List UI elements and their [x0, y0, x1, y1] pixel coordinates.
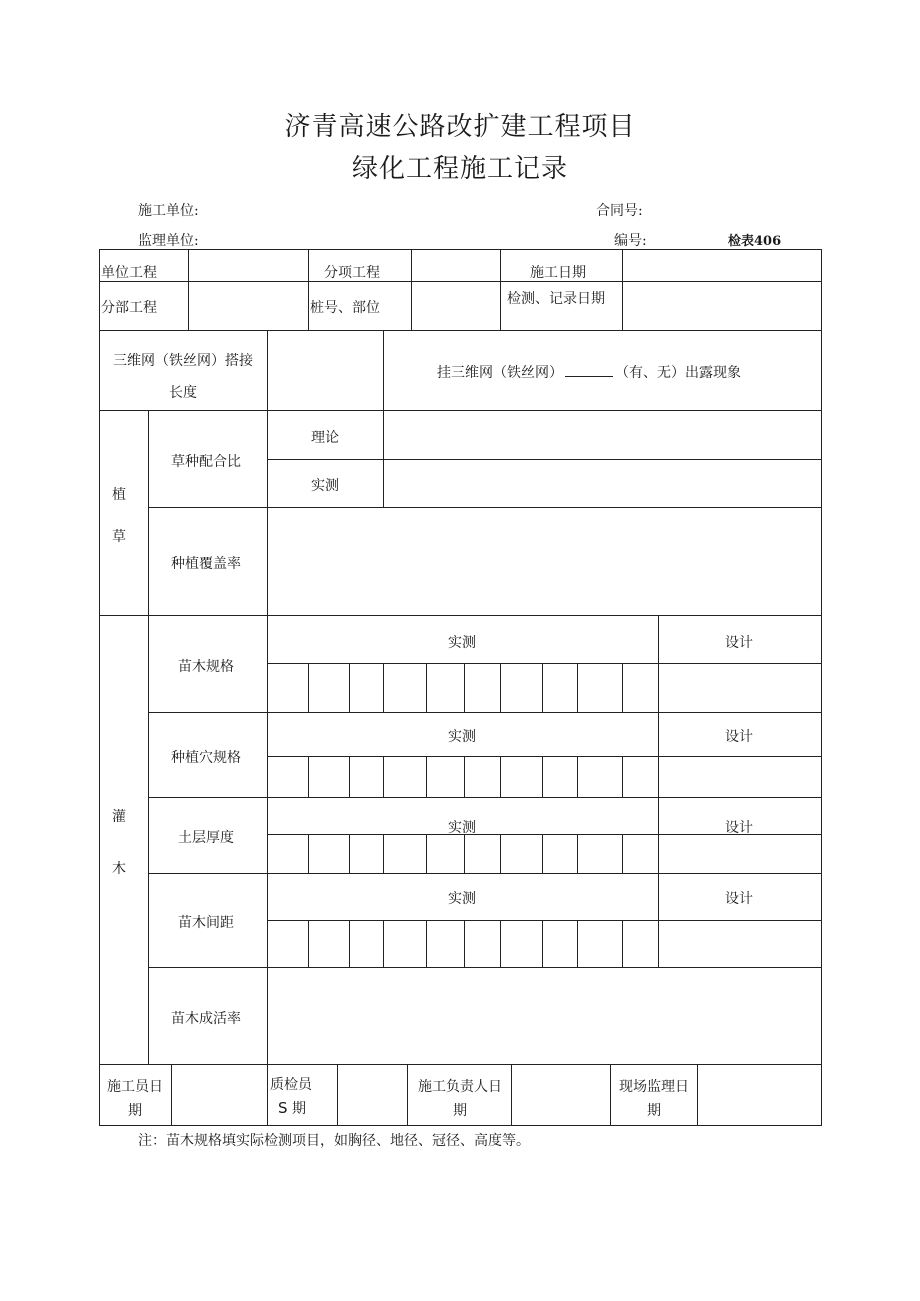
- cell-divider: [349, 756, 350, 798]
- cell-divider: [464, 663, 465, 713]
- col-line: [171, 1064, 172, 1126]
- cell-divider: [426, 920, 427, 968]
- row-line: [99, 410, 821, 411]
- inspector-period: 期: [291, 1101, 306, 1117]
- shrub-group-char1: 灌: [112, 809, 126, 825]
- exposure-blank: [565, 364, 613, 377]
- cell-divider: [383, 920, 384, 968]
- row-line: [267, 920, 821, 921]
- col-line: [500, 249, 501, 331]
- col-line: [267, 330, 268, 411]
- coverage-label: 种植覆盖率: [171, 556, 241, 572]
- col-line: [337, 1064, 338, 1126]
- row-line: [99, 615, 821, 616]
- cell-divider: [500, 663, 501, 713]
- col-line: [407, 1064, 408, 1126]
- cell-divider: [542, 663, 543, 713]
- shrub-group-char2: 木: [112, 861, 126, 877]
- row-line: [267, 756, 821, 757]
- cell-divider: [426, 834, 427, 874]
- manager-label-line1: 施工负责人日: [418, 1079, 502, 1095]
- col-line: [188, 249, 189, 331]
- seedling-spec-design: 设计: [725, 635, 753, 651]
- table-left-border: [99, 249, 100, 1126]
- inspection-date-label: 检测、记录日期: [507, 291, 605, 307]
- unit-project-label: 单位工程: [101, 265, 157, 281]
- col-line: [697, 1064, 698, 1126]
- table-top-border: [99, 249, 821, 250]
- cell-divider: [349, 663, 350, 713]
- inspector-label-line1: 质检员: [270, 1077, 312, 1093]
- soil-thickness-measured: 实测: [448, 820, 476, 836]
- survival-rate-label: 苗木成活率: [171, 1011, 241, 1027]
- cell-divider: [308, 756, 309, 798]
- supervisor-label-line2: 期: [647, 1103, 661, 1119]
- cell-divider: [577, 663, 578, 713]
- sub-item-project-label: 分项工程: [324, 265, 380, 281]
- row-line: [148, 873, 821, 874]
- mesh-exposure-prefix: 挂三维网（铁丝网）: [437, 365, 563, 381]
- table-right-border: [821, 249, 822, 1126]
- cell-divider: [577, 756, 578, 798]
- inspector-s-glyph: S: [278, 1099, 288, 1117]
- hole-spec-label: 种植穴规格: [171, 750, 241, 766]
- row-line: [267, 459, 821, 460]
- station-location-label: 桩号、部位: [310, 300, 380, 316]
- hole-spec-measured: 实测: [448, 729, 476, 745]
- col-line: [383, 410, 384, 508]
- soil-thickness-design: 设计: [725, 820, 753, 836]
- seedling-spacing-design: 设计: [725, 891, 753, 907]
- col-line: [622, 249, 623, 331]
- cell-divider: [500, 834, 501, 874]
- form-code: 检表406: [728, 234, 782, 249]
- cell-divider: [349, 920, 350, 968]
- cell-divider: [464, 920, 465, 968]
- page-subtitle: 绿化工程施工记录: [351, 154, 568, 184]
- row-line: [99, 330, 821, 331]
- col-line: [658, 615, 659, 713]
- cell-divider: [542, 834, 543, 874]
- row-line: [99, 1064, 821, 1065]
- seedling-spacing-measured: 实测: [448, 891, 476, 907]
- col-line: [658, 873, 659, 968]
- seedling-spec-measured: 实测: [448, 635, 476, 651]
- seedling-spec-label: 苗木规格: [178, 659, 234, 675]
- cell-divider: [500, 756, 501, 798]
- soil-thickness-label: 土层厚度: [178, 830, 234, 846]
- cell-divider: [383, 663, 384, 713]
- cell-divider: [308, 920, 309, 968]
- grass-mix-ratio-label: 草种配合比: [171, 454, 241, 470]
- cell-divider: [622, 663, 623, 713]
- cell-divider: [577, 834, 578, 874]
- row-line: [148, 797, 821, 798]
- col-line: [658, 797, 659, 874]
- mesh-overlap-label-line2: 长度: [169, 385, 197, 401]
- seedling-spacing-label: 苗木间距: [178, 915, 234, 931]
- cell-divider: [577, 920, 578, 968]
- col-line: [267, 1064, 268, 1126]
- cell-divider: [622, 834, 623, 874]
- grass-measured-label: 实测: [311, 478, 339, 494]
- construction-unit-label: 施工单位:: [138, 203, 199, 219]
- col-line: [658, 712, 659, 798]
- mesh-exposure-suffix: （有、无）出露现象: [615, 365, 741, 381]
- supervision-unit-label: 监理单位:: [138, 233, 199, 249]
- col-line: [610, 1064, 611, 1126]
- worker-label-line2: 期: [128, 1103, 142, 1119]
- col-line: [383, 330, 384, 411]
- row-line: [99, 281, 821, 282]
- cell-divider: [542, 920, 543, 968]
- theory-label: 理论: [311, 430, 339, 446]
- cell-divider: [308, 663, 309, 713]
- division-project-label: 分部工程: [101, 300, 157, 316]
- row-line: [267, 663, 821, 664]
- cell-divider: [542, 756, 543, 798]
- cell-divider: [383, 756, 384, 798]
- mesh-overlap-label-line1: 三维网（铁丝网）搭接: [113, 353, 253, 369]
- construction-date-label: 施工日期: [530, 265, 586, 281]
- footnote: 注：苗木规格填实际检测项目，如胸径、地径、冠径、高度等。: [138, 1133, 530, 1149]
- mesh-exposure-text: [437, 362, 741, 382]
- cell-divider: [622, 756, 623, 798]
- manager-label-line2: 期: [453, 1103, 467, 1119]
- grass-group-char2: 草: [112, 529, 126, 545]
- worker-label-line1: 施工员日: [107, 1079, 163, 1095]
- col-line: [308, 249, 309, 331]
- hole-spec-design: 设计: [725, 729, 753, 745]
- cell-divider: [426, 756, 427, 798]
- row-line: [148, 712, 821, 713]
- serial-no-label: 编号:: [614, 233, 647, 249]
- row-line: [148, 967, 821, 968]
- col-line: [411, 249, 412, 331]
- cell-divider: [464, 756, 465, 798]
- cell-divider: [349, 834, 350, 874]
- col-line: [511, 1064, 512, 1126]
- contract-no-label: 合同号:: [596, 203, 643, 219]
- cell-divider: [500, 920, 501, 968]
- table-bottom-border: [99, 1125, 821, 1126]
- cell-divider: [426, 663, 427, 713]
- row-line: [148, 507, 821, 508]
- cell-divider: [383, 834, 384, 874]
- cell-divider: [622, 920, 623, 968]
- page-title: 济青高速公路改扩建工程项目: [284, 112, 636, 142]
- supervisor-label-line1: 现场监理日: [619, 1079, 689, 1095]
- inspector-label-line2: [278, 1098, 306, 1118]
- grass-group-char1: 植: [112, 487, 126, 503]
- cell-divider: [308, 834, 309, 874]
- cell-divider: [464, 834, 465, 874]
